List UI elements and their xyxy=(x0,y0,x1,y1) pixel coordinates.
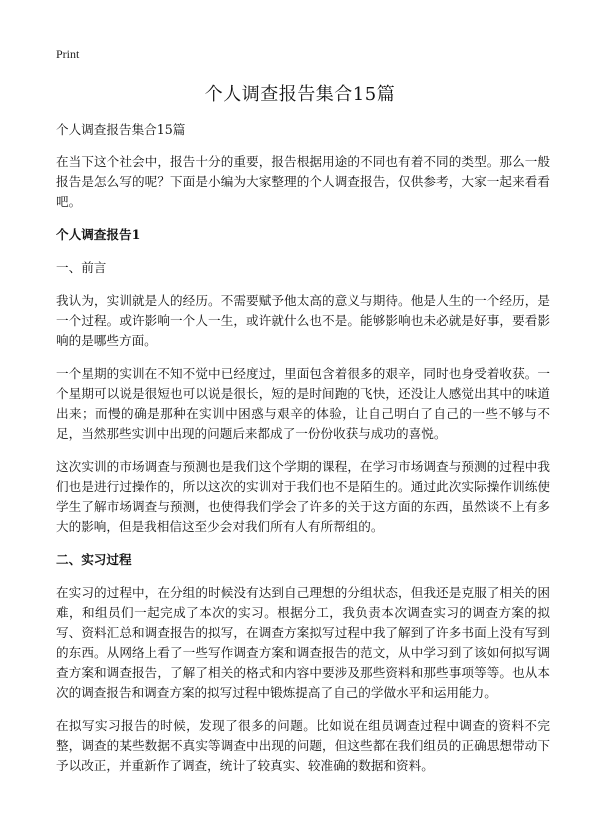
print-link[interactable]: Print xyxy=(56,47,80,61)
body-paragraph: 我认为，实训就是人的经历。不需要赋予他太高的意义与期待。他是人生的一个经历，是一个过程。或许影响一个人一生，或许就什么也不是。能够影响也未必就是好事，要看影响的是哪些方面。 xyxy=(56,293,550,348)
body-paragraph: 在拟写实习报告的时候，发现了很多的问题。比如说在组员调查过程中调查的资料不完整，调查的某些数据不真实等调查中出现的问题，但这些都在我们组员的正确思想带动下予以改正，并重新作了调查，统计了较真实、较准确的数据和资料。 xyxy=(56,718,550,773)
section-heading-report-1: 个人调查报告1 xyxy=(56,227,141,242)
page-title: 个人调查报告集合15篇 xyxy=(204,84,396,105)
document-subtitle: 个人调查报告集合15篇 xyxy=(56,122,186,137)
body-paragraph: 这次实训的市场调查与预测也是我们这个学期的课程，在学习市场调查与预测的过程中我们也是进行过操作的，所以这次的实训对于我们也不是陌生的。通过此次实际操作训练使学生了解市场调查与预测，也使得我们学会了许多的关于这方面的东西，虽然谈不上有多大的影响，但是我相信这至少会对我们所有人有所帮组的。 xyxy=(56,459,550,534)
body-paragraph: 在实习的过程中，在分组的时候没有达到自己理想的分组状态，但我还是克服了相关的困难，和组员们一起完成了本次的实习。根据分工，我负责本次调查实习的调查方案的拟写、资料汇总和调查报告的拟写，在调查方案拟写过程中我了解到了许多书面上没有写到的东西。从网络上看了一些写作调查方案和调查报告的范文，从中学习到了该如何拟写调查方案和调查报告，了解了相关的格式和内容中要涉及那些资料和那些事项等等。也从本次的调查报告和调查方案的拟写过程中锻炼提高了自己的学做水平和运用能力。 xyxy=(56,585,550,700)
subheading-internship-process: 二、实习过程 xyxy=(56,552,132,567)
subheading-preface: 一、前言 xyxy=(56,260,107,275)
document-body xyxy=(56,120,550,789)
body-paragraph: 一个星期的实训在不知不觉中已经度过，里面包含着很多的艰辛，同时也身受着收获。一个星期可以说是很短也可以说是很长，短的是时间跑的飞快，还没让人感觉出其中的味道出来；而慢的确是那种在实训中困惑与艰辛的体验，让自己明白了自己的一些不够与不足，当然那些实训中出现的问题后来都成了一份份收获与成功的喜悦。 xyxy=(56,366,550,441)
intro-paragraph: 在当下这个社会中，报告十分的重要，报告根据用途的不同也有着不同的类型。那么一般报告是怎么写的呢？下面是小编为大家整理的个人调查报告，仅供参考，大家一起来看看吧。 xyxy=(56,154,550,209)
